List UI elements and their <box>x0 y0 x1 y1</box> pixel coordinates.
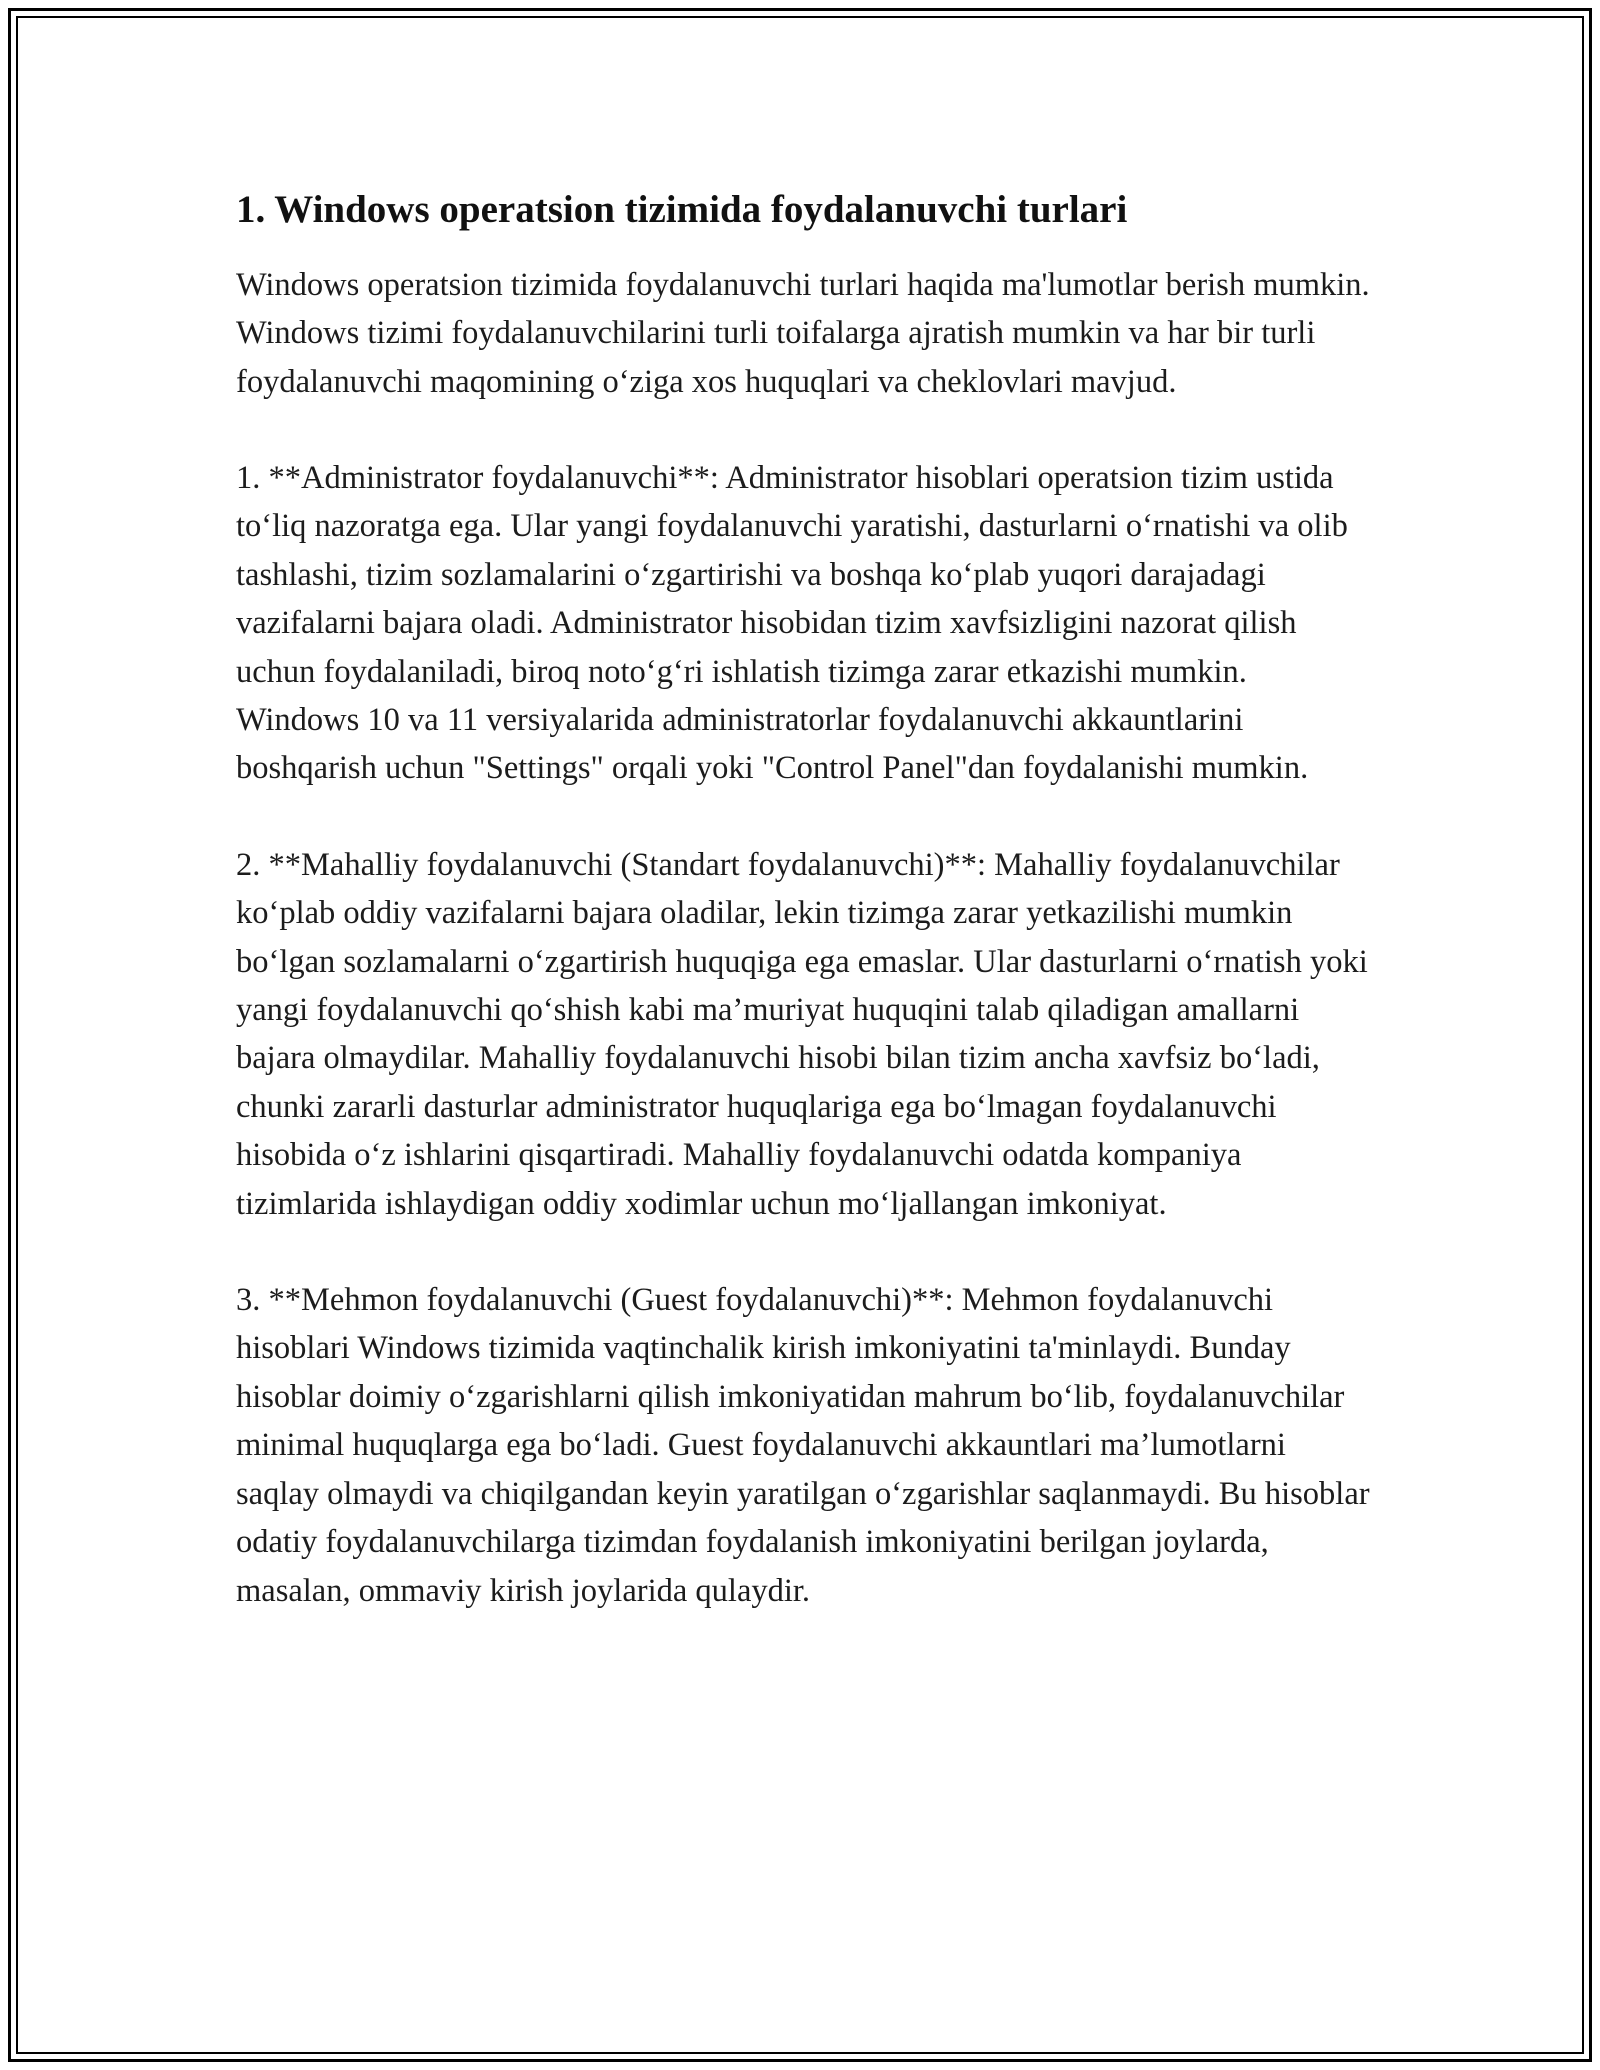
administrator-paragraph: 1. **Administrator foydalanuvchi**: Administrator hisoblari operatsion tizim ustida to‘liq nazoratga ega. Ular yangi foydalanuvchi yaratishi, dasturlarni o‘rnatishi va olib tashlashi, tizim sozlamalarini o‘zgartirishi va boshqa ko‘plab yuqori darajadagi vazifalarni bajara oladi. Administrator hisobidan tizim xavfsizligini nazorat qilish uchun foydalaniladi, biroq noto‘g‘ri ishlatish tizimga zarar etkazishi mumkin. Windows 10 va 11 versiyalarida administratorlar foydalanuvchi akkauntlarini boshqarish uchun "Settings" orqali yoki "Control Panel"dan foydalanishi mumkin. <box>236 459 1348 787</box>
standard-user-paragraph: 2. **Mahalliy foydalanuvchi (Standart foydalanuvchi)**: Mahalliy foydalanuvchilar ko‘plab oddiy vazifalarni bajara oladilar, lekin tizimga zarar yetkazilishi mumkin bo‘lgan sozlamalarni o‘zgartirish huquqiga ega emaslar. Ular dasturlarni o‘rnatish yoki yangi foydalanuvchi qo‘shish kabi ma’muriyat huquqini talab qiladigan amallarni bajara olmaydilar. Mahalliy foydalanuvchi hisobi bilan tizim ancha xavfsiz bo‘ladi, chunki zararli dasturlar administrator huquqlariga ega bo‘lmagan foydalanuvchi hisobida o‘z ishlarini qisqartiradi. Mahalliy foydalanuvchi odatda kompaniya tizimlarida ishlaydigan oddiy xodimlar uchun mo‘ljallangan imkoniyat. <box>236 846 1368 1222</box>
document-title: 1. Windows operatsion tizimida foydalanuvchi turlari <box>236 188 1128 231</box>
document-body <box>236 186 1370 1663</box>
guest-user-paragraph: 3. **Mehmon foydalanuvchi (Guest foydalanuvchi)**: Mehmon foydalanuvchi hisoblari Windows tizimida vaqtinchalik kirish imkoniyatini ta'minlaydi. Bunday hisoblar doimiy o‘zgarishlarni qilish imkoniyatidan mahrum bo‘lib, foydalanuvchilar minimal huquqlarga ega bo‘ladi. Guest foydalanuvchi akkauntlari ma’lumotlarni saqlay olmaydi va chiqilgandan keyin yaratilgan o‘zgarishlar saqlanmaydi. Bu hisoblar odatiy foydalanuvchilarga tizimdan foydalanish imkoniyatini berilgan joylarda, masalan, ommaviy kirish joylarida qulaydir. <box>236 1282 1370 1609</box>
intro-paragraph: Windows operatsion tizimida foydalanuvchi turlari haqida ma'lumotlar berish mumkin. Windows tizimi foydalanuvchilarini turli toifalarga ajratish mumkin va har bir turli foydalanuvchi maqomining o‘ziga xos huquqlari va cheklovlari mavjud. <box>236 266 1370 400</box>
